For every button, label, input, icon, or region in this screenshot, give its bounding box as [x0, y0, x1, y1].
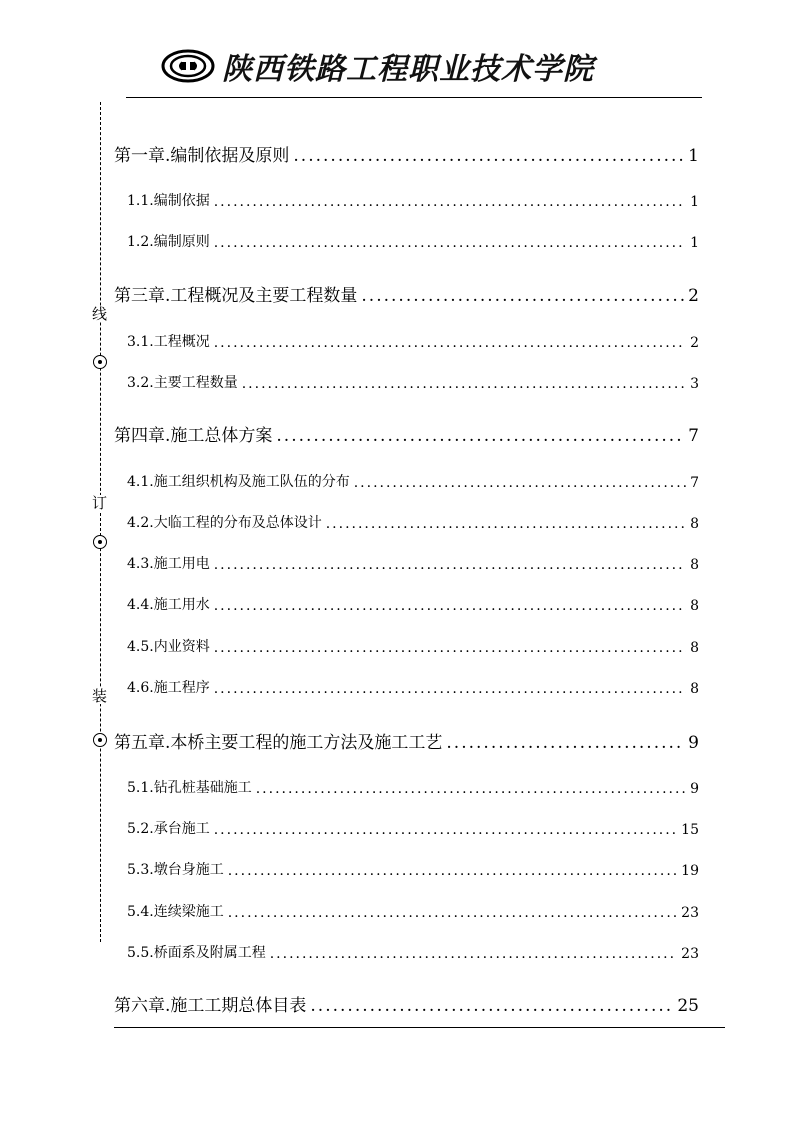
toc-section[interactable] [127, 777, 699, 797]
toc-page: 23 [681, 905, 699, 921]
header-divider [126, 97, 702, 98]
toc-label: 1.2.编制原则 [127, 234, 210, 250]
toc-label: 4.3.施工用电 [127, 556, 210, 572]
toc-section[interactable] [127, 471, 699, 491]
toc-label: 4.4.施工用水 [127, 597, 210, 613]
toc-label: 第五章.本桥主要工程的施工方法及施工工艺 [114, 733, 443, 753]
toc-leader [354, 475, 686, 491]
toc-label: 第六章.施工工期总体目表 [114, 996, 307, 1016]
toc-page: 1 [690, 235, 699, 251]
toc-label: 3.2.主要工程数量 [127, 375, 238, 391]
toc-section[interactable] [127, 372, 699, 392]
toc-section[interactable] [127, 594, 699, 614]
toc-page: 2 [688, 286, 699, 306]
toc-leader [214, 822, 677, 838]
toc-page: 3 [690, 376, 699, 392]
toc-label: 4.5.内业资料 [127, 639, 210, 655]
toc-label: 第一章.编制依据及原则 [114, 146, 290, 166]
toc-page: 8 [690, 598, 699, 614]
toc-leader [214, 640, 686, 656]
toc-page: 2 [690, 335, 699, 351]
toc-leader [214, 681, 686, 697]
toc-label: 5.1.钻孔桩基础施工 [127, 780, 252, 796]
toc-chapter[interactable] [114, 991, 699, 1016]
toc-section[interactable] [127, 231, 699, 251]
toc-leader [214, 557, 686, 573]
binding-line [100, 102, 101, 942]
toc-page: 15 [681, 822, 699, 838]
toc-leader [361, 286, 684, 306]
toc-label: 5.3.墩台身施工 [127, 862, 224, 878]
school-name: 陕西铁路工程职业技术学院 [222, 52, 594, 87]
toc-page: 7 [688, 426, 699, 446]
toc-label: 5.4.连续梁施工 [127, 904, 224, 920]
binding-hole [93, 535, 107, 549]
toc-label: 3.1.工程概况 [127, 334, 210, 350]
toc-page: 9 [688, 733, 699, 753]
toc-label: 4.2.大临工程的分布及总体设计 [127, 515, 322, 531]
toc-section[interactable] [127, 859, 699, 879]
toc-page: 8 [690, 557, 699, 573]
toc-leader [326, 516, 686, 532]
toc-leader [242, 376, 686, 392]
school-logo [160, 46, 216, 86]
toc-label: 5.5.桥面系及附属工程 [127, 945, 266, 961]
toc-section[interactable] [127, 901, 699, 921]
toc-leader [270, 946, 677, 962]
toc-leader [293, 146, 684, 166]
toc-label: 4.6.施工程序 [127, 680, 210, 696]
toc-leader [214, 194, 686, 210]
binding-hole [93, 733, 107, 747]
toc-page: 19 [681, 863, 699, 879]
toc-section[interactable] [127, 331, 699, 351]
toc-page: 8 [690, 681, 699, 697]
toc-section[interactable] [127, 636, 699, 656]
toc-leader [276, 426, 684, 446]
toc-chapter[interactable] [114, 281, 699, 306]
toc-page: 1 [690, 194, 699, 210]
toc-leader [228, 905, 677, 921]
toc-section[interactable] [127, 512, 699, 532]
toc-page: 8 [690, 640, 699, 656]
toc-label: 第三章.工程概况及主要工程数量 [114, 286, 358, 306]
toc-page: 1 [688, 146, 699, 166]
toc-label: 4.1.施工组织机构及施工队伍的分布 [127, 474, 350, 490]
toc-section[interactable] [127, 190, 699, 210]
toc-section[interactable] [127, 553, 699, 573]
footer-divider [114, 1027, 725, 1028]
toc-section[interactable] [127, 942, 699, 962]
page-header [160, 44, 594, 88]
binding-label-zhuang: 装 [92, 687, 108, 705]
toc-page: 8 [690, 516, 699, 532]
toc-page: 9 [690, 781, 699, 797]
binding-label-ding: 订 [92, 494, 108, 512]
toc-chapter[interactable] [114, 728, 699, 753]
toc-page: 25 [677, 996, 699, 1016]
toc-leader [228, 863, 677, 879]
toc-page: 23 [681, 946, 699, 962]
toc-label: 1.1.编制依据 [127, 193, 210, 209]
toc-section[interactable] [127, 818, 699, 838]
toc-leader [214, 598, 686, 614]
toc-leader [446, 733, 684, 753]
toc-leader [310, 996, 673, 1016]
toc-leader [214, 235, 686, 251]
binding-hole [93, 355, 107, 369]
toc-label: 第四章.施工总体方案 [114, 426, 273, 446]
toc-leader [214, 335, 686, 351]
toc-page: 7 [690, 475, 699, 491]
toc-label: 5.2.承台施工 [127, 821, 210, 837]
toc-chapter[interactable] [114, 421, 699, 446]
toc-section[interactable] [127, 677, 699, 697]
binding-label-xian: 线 [92, 305, 108, 323]
toc-chapter[interactable] [114, 141, 699, 166]
toc-leader [256, 781, 686, 797]
